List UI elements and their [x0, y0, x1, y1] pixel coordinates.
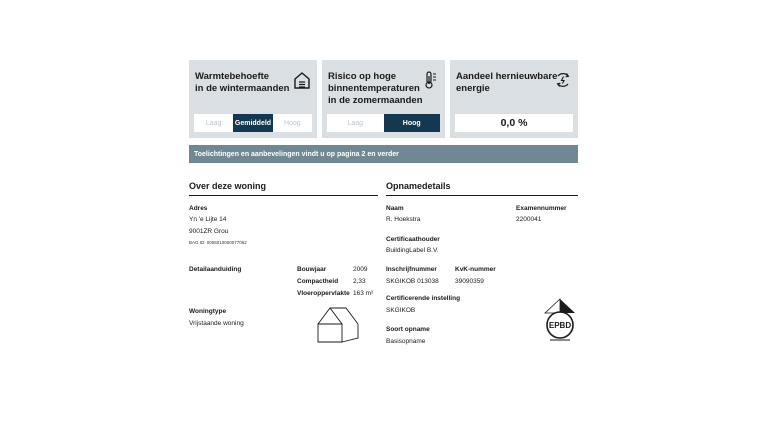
renewable-share-value: 0,0 %: [455, 114, 573, 132]
registration-number-value: SKGIKOB 013038: [386, 278, 439, 285]
build-year-label: Bouwjaar: [297, 266, 327, 273]
detail-label: Detailaanduiding: [189, 266, 242, 273]
thermometer-icon: [422, 71, 438, 89]
heat-demand-card: [189, 60, 317, 138]
overheating-risk-scale: [327, 114, 440, 132]
registration-number-label: Inschrijfnummer: [386, 266, 437, 273]
house-type-value: Vrijstaande woning: [189, 320, 244, 327]
compactness-value: 2,33: [353, 278, 366, 285]
address-street: Yn 'e Lijte 14: [189, 216, 227, 223]
renewable-share-title: Aandeel hernieuwbare energie: [456, 71, 558, 94]
build-year-value: 2009: [353, 266, 368, 273]
house-type-label: Woningtype: [189, 308, 227, 315]
heat-option-low: Laag: [205, 119, 222, 127]
house-heating-icon: [294, 71, 310, 89]
recording-type-label: Soort opname: [386, 326, 430, 333]
recording-section-title: Opnamedetails: [386, 181, 451, 191]
certifying-body-value: SKGIKOB: [386, 307, 416, 314]
epbd-logo-icon: [544, 298, 576, 342]
name-label: Naam: [386, 205, 404, 212]
floor-area-label: Vloeroppervlakte: [297, 290, 350, 297]
exam-number-value: 2200041: [516, 216, 542, 223]
floor-area-value: 163 m²: [353, 290, 374, 297]
info-banner: Toelichtingen en aanbevelingen vindt u op pagina 2 en verder: [189, 145, 578, 163]
compactness-label: Compactheid: [297, 278, 339, 285]
heat-option-medium: Gemiddeld: [233, 114, 272, 132]
address-label: Adres: [189, 205, 208, 212]
kvk-number-value: 39090359: [455, 278, 484, 285]
recording-section-divider: [386, 195, 578, 196]
exam-number-label: Examennummer: [516, 205, 567, 212]
heat-demand-scale: [194, 114, 312, 132]
certificate-holder-value: BuildingLabel B.V.: [386, 247, 439, 254]
house-section-divider: [189, 195, 378, 196]
name-value: R. Hoekstra: [386, 216, 421, 223]
recording-type-value: Basisopname: [386, 338, 426, 345]
house-section-title: Over deze woning: [189, 181, 267, 191]
epbd-logo-text: EPBD: [548, 321, 572, 330]
renewable-share-card: [450, 60, 578, 138]
kvk-number-label: KvK-nummer: [455, 266, 496, 273]
overheat-option-low: Laag: [347, 119, 364, 127]
overheating-risk-title: Risico op hoge binnentemperaturen in de zomermaanden: [328, 71, 423, 106]
overheat-option-high: Hoog: [384, 114, 441, 132]
overheating-risk-card: [322, 60, 445, 138]
detached-house-icon: [316, 304, 360, 344]
heat-option-high: Hoog: [283, 119, 301, 127]
bag-id: BAG ID: 0055010000077062: [189, 240, 247, 245]
certificate-holder-label: Certificaathouder: [386, 236, 440, 243]
address-postcode: 9001ZR Grou: [189, 228, 229, 235]
heat-demand-title: Warmtebehoefte in de wintermaanden: [195, 71, 290, 94]
renewable-energy-icon: [555, 71, 571, 89]
certifying-body-label: Certificerende instelling: [386, 295, 461, 302]
